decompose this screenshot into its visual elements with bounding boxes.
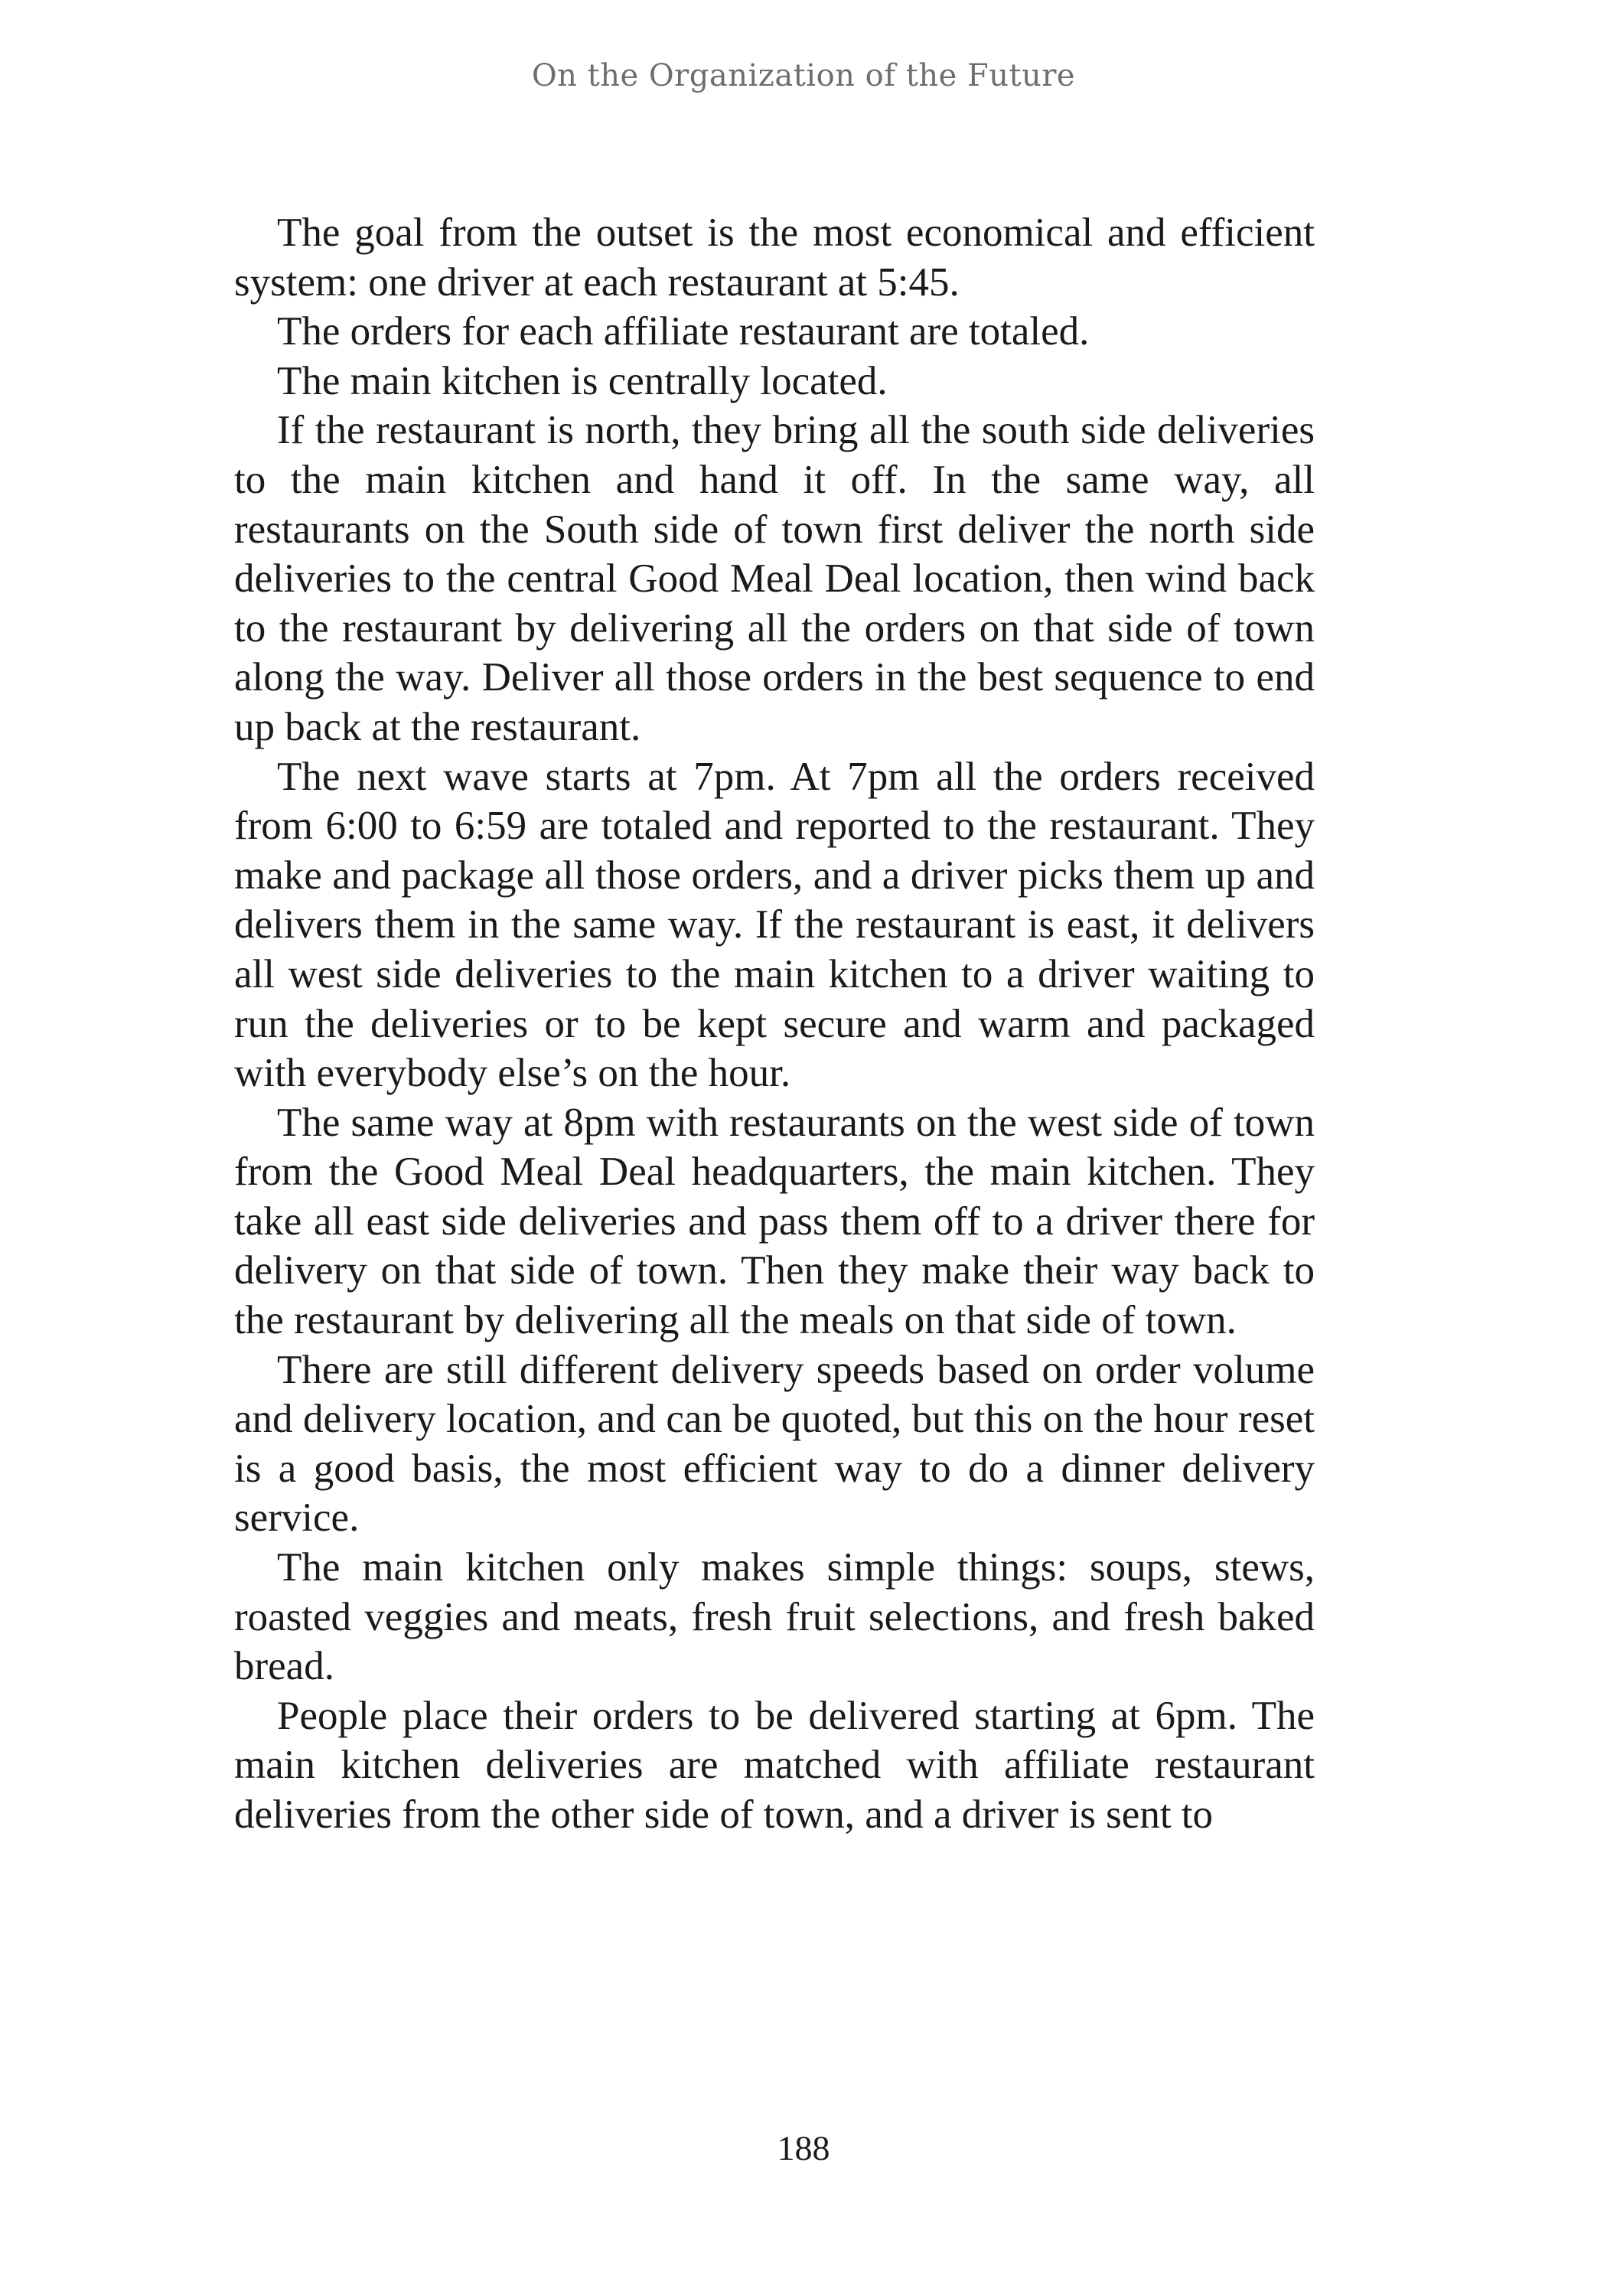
paragraph: The orders for each affiliate restaurant are totaled. (277, 309, 1090, 354)
page-number: 188 (777, 2128, 830, 2167)
running-head: On the Organization of the Future (531, 58, 1076, 93)
paragraph: The same way at 8pm with restaurants on the west side of town from the Good Meal Deal headquarters, the main kitchen. They take all east side deliveries and pass them off to a driver there for delivery on that side of town. Then they make their way back to the restaurant by delivering all the meals on that side of town. (234, 1100, 1315, 1343)
body-text (234, 208, 1315, 1840)
paragraph: There are still different delivery speeds based on order volume and delivery location, and can be quoted, but this on the hour reset is a good basis, the most efficient way to do a dinner delivery service. (234, 1347, 1315, 1541)
paragraph: The main kitchen is centrally located. (277, 358, 888, 403)
paragraph: The main kitchen only makes simple things: soups, stews, roasted veggies and meats, fresh fruit selections, and fresh baked bread. (234, 1545, 1315, 1689)
paragraph: If the restaurant is north, they bring all the south side deliveries to the main kitchen and hand it off. In the same way, all restaurants on the South side of town first deliver the north side deliveries to the central Good Meal Deal location, then wind back to the restaurant by delivering all the orders on that side of town along the way. Deliver all those orders in the best sequence to end up back at the restaurant. (234, 408, 1315, 749)
paragraph: People place their orders to be delivered starting at 6pm. The main kitchen deliveries are matched with affiliate restaurant deliveries from the other side of town, and a driver is sent to (234, 1693, 1315, 1837)
paragraph: The goal from the outset is the most economical and efficient system: one driver at each restaurant at 5:45. (234, 210, 1315, 305)
paragraph: The next wave starts at 7pm. At 7pm all the orders received from 6:00 to 6:59 are totaled and reported to the restaurant. They make and package all those orders, and a driver picks them up and delivers them in the same way. If the restaurant is east, it delivers all west side deliveries to the main kitchen to a driver waiting to run the deliveries or to be kept secure and warm and packaged with everybody else’s on the hour. (234, 754, 1315, 1096)
